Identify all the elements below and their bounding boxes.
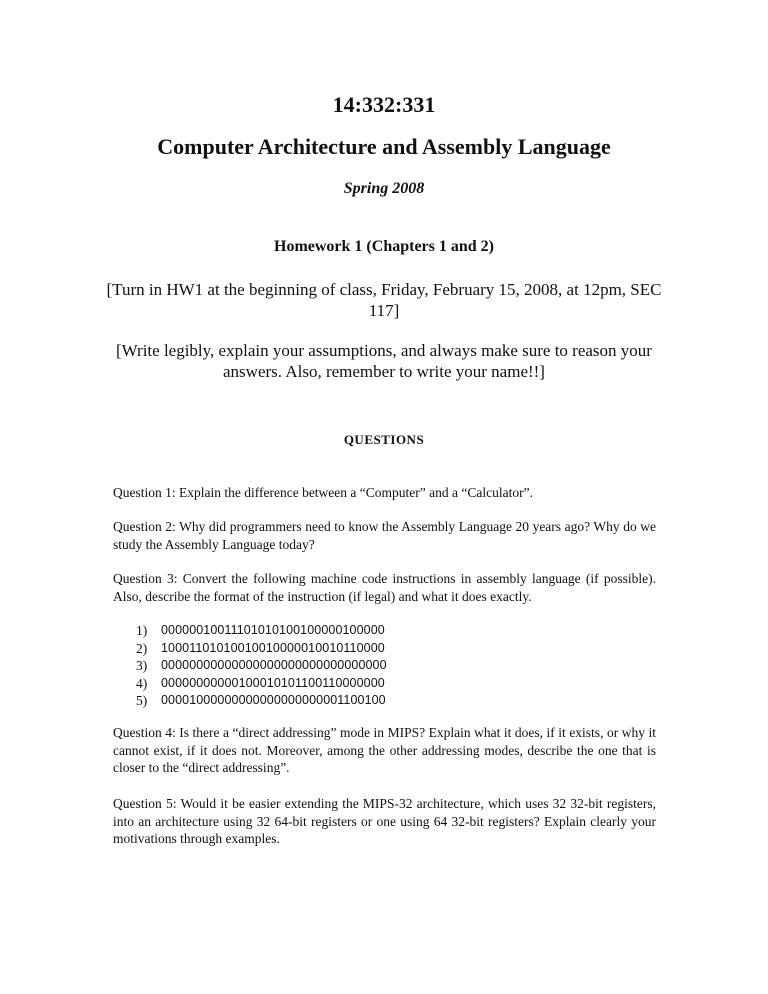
course-number: 14:332:331	[332, 92, 436, 117]
turn-in-notice: [Turn in HW1 at the beginning of class, Friday, February 15, 2008, at 12pm, SEC 117]	[106, 280, 662, 320]
machine-code-list	[136, 622, 387, 710]
question-2: Question 2: Why did programmers need to know the Assembly Language 20 years ago? Why do we study the Assembly Language today?	[113, 519, 656, 552]
machine-code: 00000010011101010100100000100000	[161, 623, 385, 637]
course-title: Computer Architecture and Assembly Language	[157, 134, 611, 159]
list-item-number: 4)	[136, 675, 148, 691]
question-3: Question 3: Convert the following machine code instructions in assembly language (if possible). Also, describe the format of the instruction (if legal) and what it does exactly.	[113, 571, 656, 604]
write-notice: [Write legibly, explain your assumptions, and always make sure to reason your answers. Also, remember to write your name!!]	[116, 341, 652, 381]
list-item	[136, 675, 387, 693]
list-item-number: 2)	[136, 640, 148, 656]
machine-code: 00001000000000000000000001100100	[161, 693, 386, 707]
list-item	[136, 622, 387, 640]
list-item-number: 5)	[136, 693, 148, 708]
list-item-number: 1)	[136, 623, 148, 638]
question-4: Question 4: Is there a “direct addressing” mode in MIPS? Explain what it does, if it exists, or why it cannot exist, if it does not. Moreover, among the other addressing modes, describe the one that is closer to the “direct addressing”.	[113, 725, 656, 775]
homework-title: Homework 1 (Chapters 1 and 2)	[274, 238, 494, 255]
list-item	[136, 640, 387, 658]
machine-code: 10001101010010010000010010110000	[161, 640, 385, 655]
questions-heading: QUESTIONS	[343, 432, 425, 447]
machine-code: 00000000000100010101100110000000	[161, 675, 385, 690]
question-5: Question 5: Would it be easier extending the MIPS-32 architecture, which uses 32 32-bit registers, into an architecture using 32 64-bit registers or one using 64 32-bit registers? Explain clearly your motivations through examples.	[113, 796, 656, 846]
question-1: Question 1: Explain the difference between a “Computer” and a “Calculator”.	[113, 485, 533, 500]
list-item	[136, 657, 387, 675]
list-item-number: 3)	[136, 658, 148, 673]
list-item	[136, 692, 387, 710]
machine-code: 00000000000000000000000000000000	[161, 658, 387, 672]
term: Spring 2008	[343, 180, 425, 197]
